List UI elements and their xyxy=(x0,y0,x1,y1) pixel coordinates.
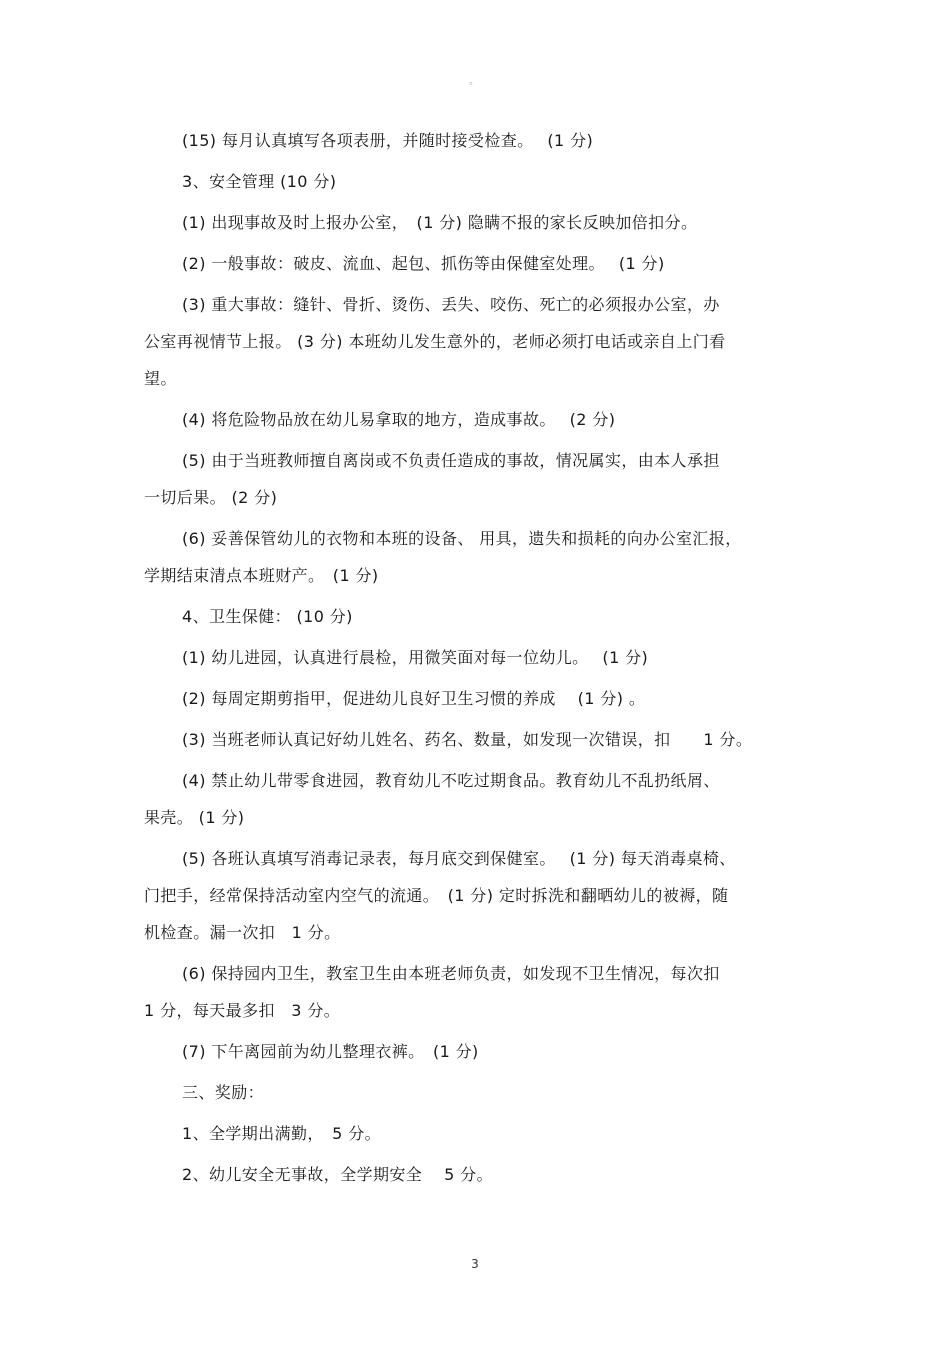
section-heading: 4、卫生保健： (10 分) xyxy=(182,607,353,626)
paragraph-line: (15) 每月认真填写各项表册，并随时接受检查。 (1 分) xyxy=(182,131,594,150)
paragraph-line: 望。 xyxy=(144,369,177,388)
paragraph-line: 1 分，每天最多扣 3 分。 xyxy=(144,1001,341,1020)
paragraph-line: (3) 重大事故：缝针、骨折、烫伤、丢失、咬伤、死亡的必须报办公室，办 xyxy=(182,295,720,314)
page-number: 3 xyxy=(471,1257,479,1271)
paragraph-line: (6) 保持园内卫生，教室卫生由本班老师负责，如发现不卫生情况，每次扣 xyxy=(182,964,720,983)
paragraph-line: 一切后果。 (2 分) xyxy=(144,488,278,507)
paragraph-line: 1、全学期出满勤， 5 分。 xyxy=(182,1124,382,1143)
paragraph-line: 机检查。漏一次扣 1 分。 xyxy=(144,923,341,942)
paragraph-line: (5) 由于当班教师擅自离岗或不负责任造成的事故，情况属实，由本人承担 xyxy=(182,451,720,470)
paragraph-line: 果壳。 (1 分) xyxy=(144,808,245,827)
paragraph-line: (2) 一般事故：破皮、流血、起包、抓伤等由保健室处理。 (1 分) xyxy=(182,254,665,273)
paragraph-line: (6) 妥善保管幼儿的衣物和本班的设备、 用具，遗失和损耗的向办公室汇报， xyxy=(182,529,742,548)
paragraph-line: (3) 当班老师认真记好幼儿姓名、药名、数量，如发现一次错误，扣 1 分。 xyxy=(182,730,753,749)
header-mark: 。 xyxy=(469,76,479,87)
paragraph-line: 学期结束清点本班财产。 (1 分) xyxy=(144,566,379,585)
paragraph-line: 公室再视情节上报。 (3 分) 本班幼儿发生意外的，老师必须打电话或亲自上门看 xyxy=(144,332,726,351)
paragraph-line: (1) 出现事故及时上报办公室， (1 分) 隐瞒不报的家长反映加倍扣分。 xyxy=(182,213,698,232)
document-body xyxy=(144,122,794,1193)
paragraph-line: 2、幼儿安全无事故，全学期安全 5 分。 xyxy=(182,1165,493,1184)
paragraph-line: (1) 幼儿进园，认真进行晨检，用微笑面对每一位幼儿。 (1 分) xyxy=(182,648,649,667)
section-heading: 三、奖励： xyxy=(182,1083,265,1102)
paragraph-line: (2) 每周定期剪指甲，促进幼儿良好卫生习惯的养成 (1 分) 。 xyxy=(182,689,646,708)
paragraph-line: 门把手，经常保持活动室内空气的流通。 (1 分) 定时拆洗和翻晒幼儿的被褥，随 xyxy=(144,886,729,905)
paragraph-line: (5) 各班认真填写消毒记录表，每月底交到保健室。 (1 分) 每天消毒桌椅、 xyxy=(182,849,736,868)
paragraph-line: (4) 禁止幼儿带零食进园，教育幼儿不吃过期食品。教育幼儿不乱扔纸屑、 xyxy=(182,771,720,790)
section-heading: 3、安全管理 (10 分) xyxy=(182,172,337,191)
paragraph-line: (4) 将危险物品放在幼儿易拿取的地方，造成事故。 (2 分) xyxy=(182,410,616,429)
paragraph-line: (7) 下午离园前为幼儿整理衣裤。 (1 分) xyxy=(182,1042,479,1061)
